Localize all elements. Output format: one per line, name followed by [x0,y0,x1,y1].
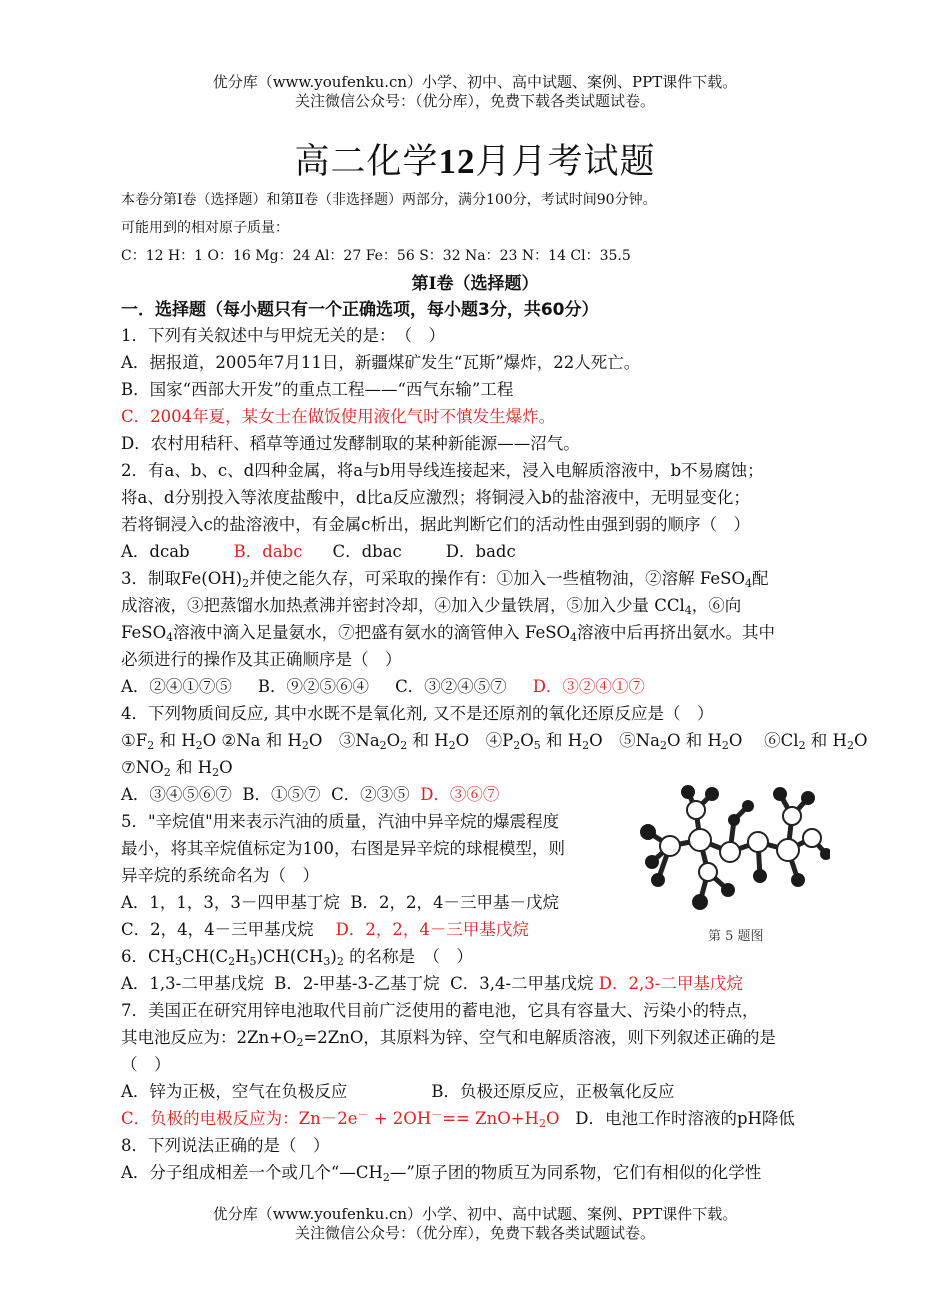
q3-line-1: 3．制取$Fe(OH)_2$并使之能久存，可采取的操作有：①加入一些植物油，②溶解 FeSO$_4$配 [121,569,769,590]
q8-option-a-tail: ”原子团的物质互为同系物，它们有相似的化学性 [406,1163,762,1182]
q8-option-a: A．分子组成相差一个或几个“$—CH_2—$”原子团的物质互为同系物，它们有相似的化学性 [121,1163,762,1184]
q6-stem: 6．$CH_3CH(C_2H_5)CH(CH_3)_2$ 的名称是 （ ） [121,947,473,968]
q7-option-d: D．电池工作时溶液的pH降低 [575,1109,795,1128]
q2-options [121,541,516,563]
q7-line-3: （ ） [121,1055,171,1074]
q2-option-d: D．badc [445,542,516,561]
q7-option-a: A．锌为正极，空气在负极反应 [121,1082,348,1101]
q1-option-a: A．据报道，2005年7月11日，新疆煤矿发生“瓦斯”爆炸，22人死亡。 [121,353,641,372]
part-heading: 一．选择题（每小题只有一个正确选项，每小题3分，共60分） [121,300,599,320]
footer-line-1: 优分库（www.youfenku.cn）小学、初中、高中试题、案例、PPT课件下载。 [212,1205,738,1223]
q5-option-d: D．2，2，4－三甲基戊烷 [335,920,529,939]
q4-option-d: D．③⑥⑦ [420,785,500,804]
q3-option-a: A．②④①⑦⑤ [121,677,232,696]
q2-line-3: 若将铜浸入c的盐溶液中，有金属c析出，据此判断它们的活动性由强到弱的顺序（ ） [121,515,750,534]
header-line-2: 关注微信公众号：（优分库），免费下载各类试题试卷。 [294,92,655,110]
title-post: 月月考试题 [475,142,656,182]
isooctane-ball-and-stick-model [630,780,830,940]
header-line-1: 优分库（www.youfenku.cn）小学、初中、高中试题、案例、PPT课件下载。 [212,73,738,91]
q7-option-b: B．负极还原反应，正极氧化反应 [431,1082,675,1101]
q3-line-3: FeSO$_4$溶液中滴入足量氨水，⑦把盛有氨水的滴管伸入 FeSO$_4$溶液中后再挤出氨水。其中 [121,623,776,644]
footer-line-2: 关注微信公众号：（优分库），免费下载各类试题试卷。 [294,1224,655,1242]
q4-option-b: B．①⑤⑦ [242,785,321,804]
q4-items-line-2: $⑦NO_2$ 和 $H_2O$ [121,758,233,779]
q6-options [121,973,743,995]
q7-line-2: 其电池反应为：$2Zn+O_2=2ZnO$，其原料为锌、空气和电解质溶液，则下列叙述正确的是 [121,1028,776,1049]
q6-option-d: D．2,3-二甲基戊烷 [598,974,743,993]
figure-caption: 第 5 题图 [708,929,764,944]
q2-option-b: B．dabc [233,542,303,561]
q4-options [121,784,499,806]
intro-line-1: 本卷分第Ⅰ卷（选择题）和第Ⅱ卷（非选择题）两部分，满分100分，考试时间90分钟。 [121,192,657,208]
q3-line-2: 成溶液，③把蒸馏水加热煮沸并密封冷却，④加入少量铁屑，⑤加入少量 CCl$_4$，⑥向 [121,596,742,617]
q1-option-d: D．农村用秸秆、稻草等通过发酵制取的某种新能源——沼气。 [121,434,580,453]
q5-line-3: 异辛烷的系统命名为（ ） [121,866,319,885]
q3-text: 溶液中滴入足量氨水，⑦把盛有氨水的滴管伸入 FeSO [173,623,571,642]
q5-options-1 [121,892,559,914]
q7-line-1: 7．美国正在研究用锌电池取代目前广泛使用的蓄电池，它具有容量大、污染小的特点， [121,1001,759,1020]
q3-text: 配 [752,569,769,588]
q3-text: 3．制取Fe(OH) [121,569,243,588]
q6-option-a: A．1,3-二甲基戊烷 [121,974,264,993]
title-number: 12 [438,142,476,181]
q5-line-1: 5．"辛烷值"用来表示汽油的质量，汽油中异辛烷的爆震程度 [121,812,560,831]
q5-option-b: B．2，2，4－三甲基－戊烷 [350,893,560,912]
intro-line-2: 可能用到的相对原子质量： [121,220,289,236]
q2-option-a: A．dcab [121,542,190,561]
q6-option-c: C．3,4-二甲基戊烷 [450,974,594,993]
q3-option-c: C．③②④⑤⑦ [395,677,507,696]
page-title [0,140,950,184]
section-heading: 第Ⅰ卷（选择题） [411,274,539,294]
q3-options [121,676,645,698]
q4-option-c: C．②③⑤ [331,785,410,804]
page-header [0,73,950,111]
q5-options-2 [121,919,529,941]
q3-text: 成溶液，③把蒸馏水加热煮沸并密封冷却，④加入少量铁屑，⑤加入少量 CCl [121,596,685,615]
q4-option-a: A．③④⑤⑥⑦ [121,785,232,804]
intro-line-3: C：12 H：1 O：16 Mg：24 Al：27 Fe：56 S：32 Na：23 N：14 Cl：35.5 [121,248,631,264]
q3-option-b: B．⑨②⑤⑥④ [257,677,370,696]
q7-option-c: C．负极的电极反应为：$Zn-2e^- + 2OH^-== ZnO+H_2O$ [121,1108,560,1130]
q4-items-line-1: $①F_2$ 和 $H_2O$ ②Na 和 $H_2O$ $③Na_2O_2$ 和 $H_2O$ $④P_2O_5$ 和 $H_2O$ $⑤Na_2O$ 和 $H_2O$ $⑥Cl_2$ 和 $H_2O$ [121,731,868,752]
q5-line-2: 最小，将其辛烷值标定为100，右图是异辛烷的球棍模型，则 [121,839,565,858]
q4-stem: 4．下列物质间反应, 其中水既不是氧化剂, 又不是还原剂的氧化还原反应是（ ） [121,704,714,723]
page-footer [0,1205,950,1243]
q2-line-2: 将a、d分别投入等浓度盐酸中，d比a反应激烈；将铜浸入b的盐溶液中，无明显变化； [121,488,750,507]
q1-option-c: C．2004年夏，某女士在做饭使用液化气时不慎发生爆炸。 [121,407,556,426]
q2-option-c: C．dbac [332,542,402,561]
q5-option-a: A．1，1，3，3－四甲基丁烷 [121,893,340,912]
q7-options-1 [121,1081,675,1103]
q3-text: 溶液中后再挤出氨水。其中 [577,623,776,642]
q3-text: ，⑥向 [691,596,742,615]
q6-option-b: B．2-甲基-3-乙基丁烷 [274,974,440,993]
q8-stem: 8．下列说法正确的是（ ） [121,1136,330,1155]
q3-line-4: 必须进行的操作及其正确顺序是（ ） [121,650,402,669]
title-pre: 高二化学 [294,142,439,182]
q3-text: 并使之能久存，可采取的操作有：①加入一些植物油，②溶解 FeSO [249,569,745,588]
q1-stem: 1．下列有关叙述中与甲烷无关的是： （ ） [121,326,445,345]
q3-option-d: D．③②④①⑦ [532,677,645,696]
q2-line-1: 2．有a、b、c、d四种金属，将a与b用导线连接起来，浸入电解质溶液中，b不易腐蚀； [121,461,764,480]
q5-option-c: C．2，4，4－三甲基戊烷 [121,920,314,939]
q1-option-b: B．国家“西部大开发”的重点工程——“西气东输”工程 [121,380,514,399]
q3-text: FeSO [121,623,167,642]
q7-options-2 [121,1108,795,1130]
